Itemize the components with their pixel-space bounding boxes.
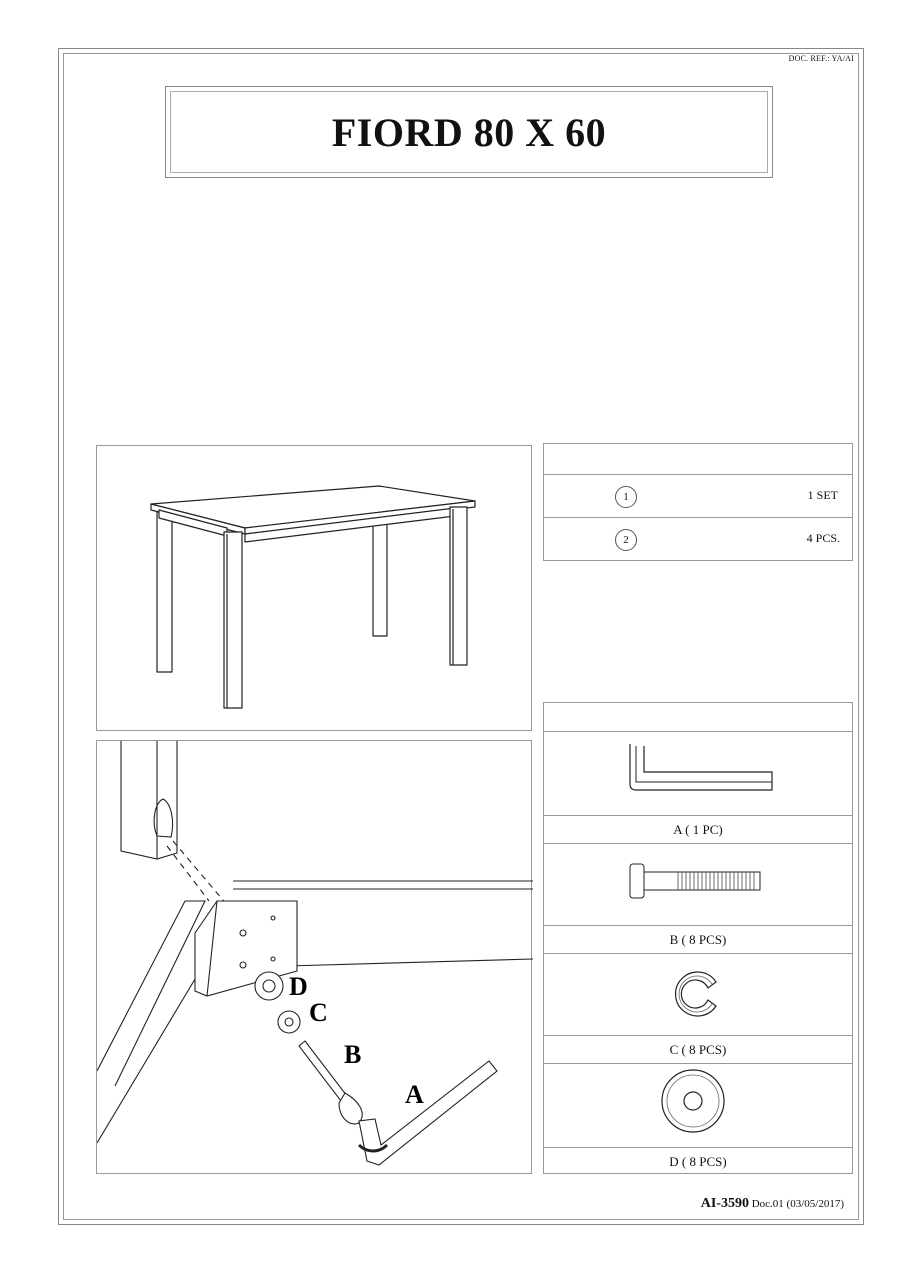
footer bbox=[701, 1196, 844, 1212]
hardware-label: C ( 8 PCS) bbox=[669, 1042, 727, 1057]
assembly-letter-c: C bbox=[309, 998, 328, 1027]
parts-row bbox=[544, 474, 852, 518]
part-number-badge: 1 bbox=[615, 486, 637, 508]
hardware-label-row bbox=[544, 1035, 852, 1064]
hardware-label-row bbox=[544, 1147, 852, 1176]
hardware-label: B ( 8 PCS) bbox=[669, 932, 727, 947]
assembly-letter-a: A bbox=[405, 1080, 424, 1109]
part-number-badge: 2 bbox=[615, 529, 637, 551]
hardware-label: A ( 1 PC) bbox=[673, 822, 723, 837]
part-quantity: 1 SET bbox=[807, 488, 838, 502]
table-illustration bbox=[97, 446, 533, 732]
hardware-table bbox=[543, 702, 853, 1174]
parts-table bbox=[543, 443, 853, 561]
bolt-icon bbox=[544, 844, 854, 926]
hardware-image-row bbox=[544, 731, 852, 816]
hardware-image-row bbox=[544, 953, 852, 1036]
document-code: AI-3590 bbox=[700, 1196, 749, 1211]
hardware-label-row bbox=[544, 925, 852, 954]
document-version: Doc.01 (03/05/2017) bbox=[751, 1198, 844, 1210]
assembly-letter-d: D bbox=[289, 972, 308, 1001]
assembly-diagram bbox=[97, 741, 533, 1175]
assembly-letter-b: B bbox=[344, 1040, 362, 1069]
part-quantity: 4 PCS. bbox=[806, 531, 840, 545]
table-illustration-panel bbox=[96, 445, 532, 731]
hardware-image-row bbox=[544, 1063, 852, 1148]
assembly-detail-panel bbox=[96, 740, 532, 1174]
page-title: FIORD 80 X 60 bbox=[170, 91, 768, 173]
hardware-image-row bbox=[544, 843, 852, 926]
hex-key-icon bbox=[544, 732, 854, 816]
flat-washer-icon bbox=[544, 1064, 854, 1148]
spring-washer-icon bbox=[544, 954, 854, 1036]
hardware-label-row bbox=[544, 815, 852, 844]
hardware-label: D ( 8 PCS) bbox=[669, 1154, 727, 1169]
parts-row bbox=[544, 517, 852, 562]
doc-reference: DOC. REF.: YA/AI bbox=[788, 54, 854, 63]
